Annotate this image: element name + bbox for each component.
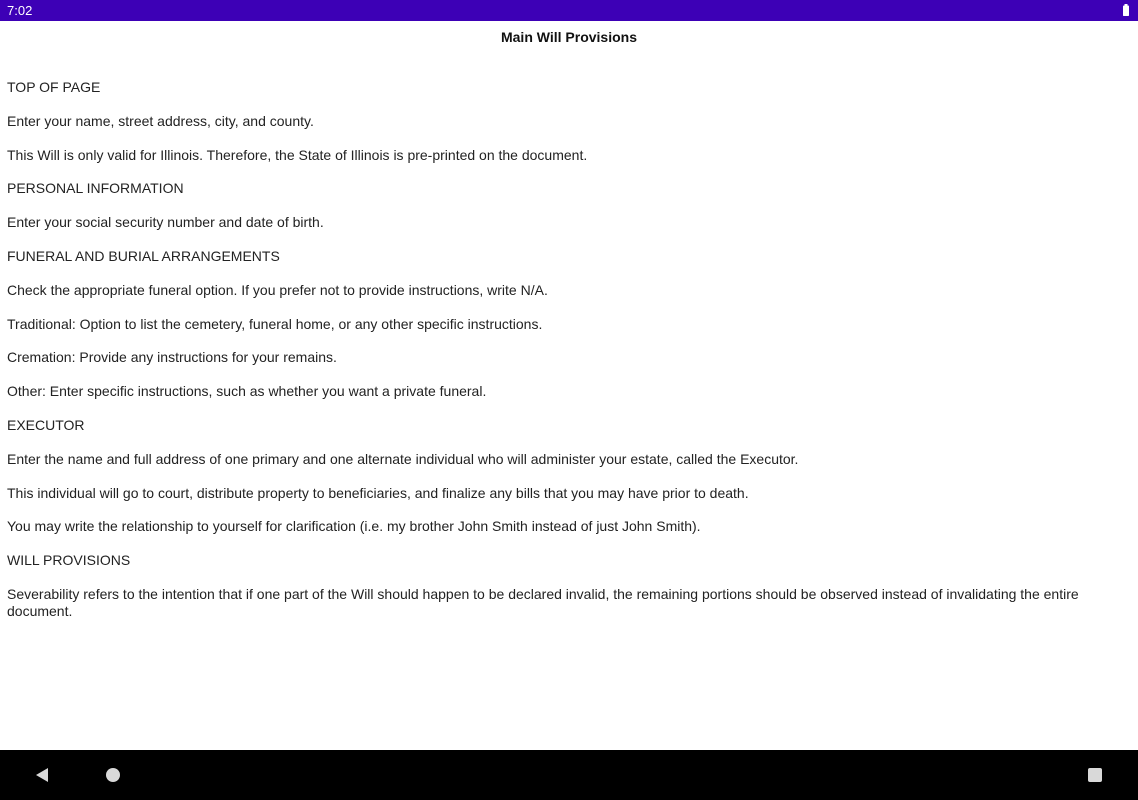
back-icon[interactable] bbox=[34, 767, 50, 783]
section-heading: TOP OF PAGE bbox=[7, 79, 101, 95]
page-title: Main Will Provisions bbox=[500, 29, 637, 45]
instruction-text: Enter your name, street address, city, and county. bbox=[7, 112, 314, 129]
instruction-text: Traditional: Option to list the cemetery, funeral home, or any other specific instructions. bbox=[7, 315, 543, 332]
instruction-text: Cremation: Provide any instructions for your remains. bbox=[7, 349, 337, 366]
instruction-text: Other: Enter specific instructions, such as whether you want a private funeral. bbox=[7, 383, 487, 400]
section-heading: EXECUTOR bbox=[7, 416, 85, 433]
section-heading: WILL PROVISIONS bbox=[7, 552, 131, 569]
instruction-text: Enter the name and full address of one primary and one alternate individual who will administer your estate, called the Executor. bbox=[7, 450, 799, 467]
status-bar bbox=[0, 0, 1138, 21]
status-time: 7:02 bbox=[7, 3, 33, 18]
instructions-content bbox=[7, 79, 1107, 637]
instruction-text: You may write the relationship to yourself for clarification (i.e. my brother John Smith instead of just John Smith). bbox=[7, 518, 701, 535]
instruction-text: This Will is only valid for Illinois. Therefore, the State of Illinois is pre-printed on the document. bbox=[7, 146, 588, 163]
instruction-text: Severability refers to the intention that if one part of the Will should happen to be declared invalid, the remaining portions should be observed instead of invalidating the entire document. bbox=[7, 585, 1079, 619]
instruction-text: Check the appropriate funeral option. If you prefer not to provide instructions, write N/A. bbox=[7, 281, 548, 298]
instruction-text: This individual will go to court, distribute property to beneficiaries, and finalize any bills that you may have prior to death. bbox=[7, 484, 749, 501]
section-heading: FUNERAL AND BURIAL ARRANGEMENTS bbox=[7, 247, 280, 264]
navigation-bar bbox=[0, 750, 1138, 800]
home-icon[interactable] bbox=[106, 768, 120, 782]
battery-icon bbox=[1123, 4, 1129, 16]
recents-icon[interactable] bbox=[1088, 768, 1102, 782]
section-heading: PERSONAL INFORMATION bbox=[7, 180, 184, 197]
instruction-text: Enter your social security number and date of birth. bbox=[7, 214, 324, 231]
